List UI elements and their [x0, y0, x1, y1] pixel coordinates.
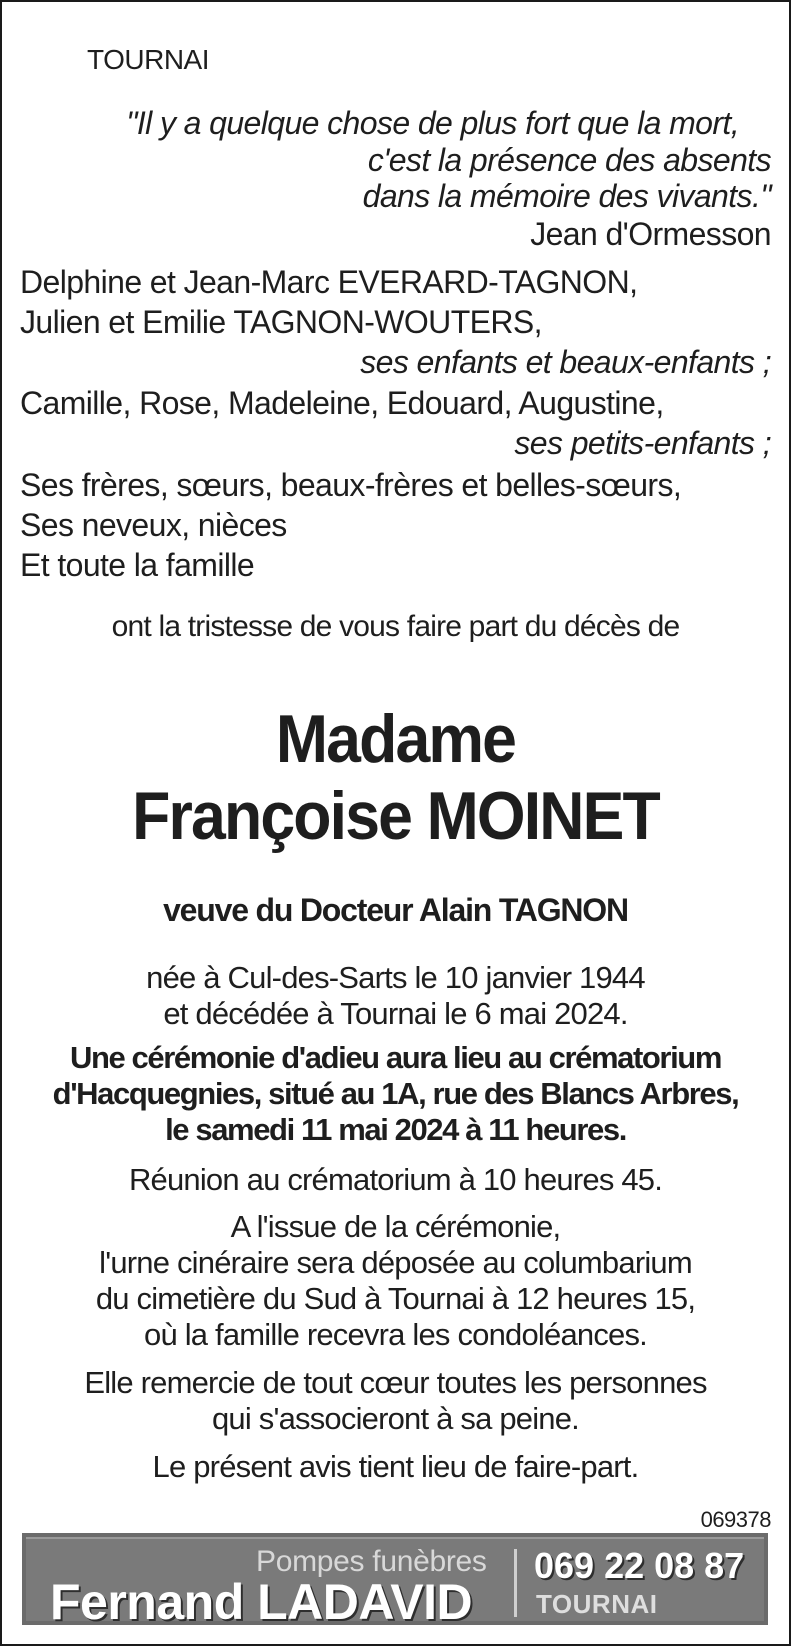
family-children-2: Julien et Emilie TAGNON-WOUTERS, — [20, 304, 542, 340]
funeral-home-banner — [22, 1533, 768, 1630]
announcement: ont la tristesse de vous faire part du décès de — [111, 610, 680, 643]
deceased-name: Françoise MOINET — [132, 778, 659, 854]
quote-line-1: "Il y a quelque chose de plus fort que la mort, — [126, 105, 739, 141]
reference-number: 069378 — [700, 1507, 771, 1532]
quote-line-2: c'est la présence des absents — [367, 142, 771, 178]
thanks-line-2: qui s'associeront à sa peine. — [211, 1401, 579, 1436]
deceased-title: Madame — [275, 701, 516, 777]
funeral-home-name: Fernand LADAVID — [50, 1574, 473, 1630]
birth-info: née à Cul-des-Sarts le 10 janvier 1944 — [146, 960, 645, 995]
ceremony-line-3: le samedi 11 mai 2024 à 11 heures. — [165, 1112, 626, 1147]
urn-line-4: où la famille recevra les condoléances. — [144, 1317, 647, 1352]
thanks-line-1: Elle remercie de tout cœur toutes les personnes — [84, 1365, 707, 1400]
widow-of: veuve du Docteur Alain TAGNON — [163, 892, 628, 928]
family-others-2: Ses neveux, nièces — [20, 507, 287, 543]
quote-author: Jean d'Ormesson — [530, 216, 771, 252]
urn-line-2: l'urne cinéraire sera déposée au columbarium — [99, 1245, 692, 1280]
family-others-1: Ses frères, sœurs, beaux-frères et belles-sœurs, — [20, 467, 682, 503]
header-city: TOURNAI — [87, 44, 209, 75]
urn-line-3: du cimetière du Sud à Tournai à 12 heures 15, — [95, 1281, 696, 1316]
funeral-home-divider — [514, 1549, 517, 1617]
funeral-home-city: TOURNAI — [536, 1589, 658, 1619]
ceremony-line-1: Une cérémonie d'adieu aura lieu au crématorium — [69, 1040, 722, 1075]
family-grandchildren: Camille, Rose, Madeleine, Edouard, Augustine, — [20, 385, 664, 421]
death-info: et décédée à Tournai le 6 mai 2024. — [163, 996, 628, 1031]
urn-line-1: A l'issue de la cérémonie, — [230, 1209, 561, 1244]
family-grandchildren-relation: ses petits-enfants ; — [514, 425, 771, 461]
funeral-home-banner-inner — [26, 1537, 764, 1630]
ceremony-line-2: d'Hacquegnies, situé au 1A, rue des Blancs Arbres, — [52, 1076, 739, 1111]
meeting-info: Réunion au crématorium à 10 heures 45. — [128, 1162, 663, 1197]
faire-part-notice: Le présent avis tient lieu de faire-part. — [152, 1449, 639, 1484]
quote-line-3: dans la mémoire des vivants." — [362, 178, 771, 214]
family-others-3: Et toute la famille — [20, 547, 255, 583]
funeral-home-phone: 069 22 08 87 — [534, 1545, 745, 1586]
family-children-relation: ses enfants et beaux-enfants ; — [360, 344, 771, 380]
family-children-1: Delphine et Jean-Marc EVERARD-TAGNON, — [20, 264, 638, 300]
funeral-home-subtitle: Pompes funèbres — [256, 1545, 487, 1578]
